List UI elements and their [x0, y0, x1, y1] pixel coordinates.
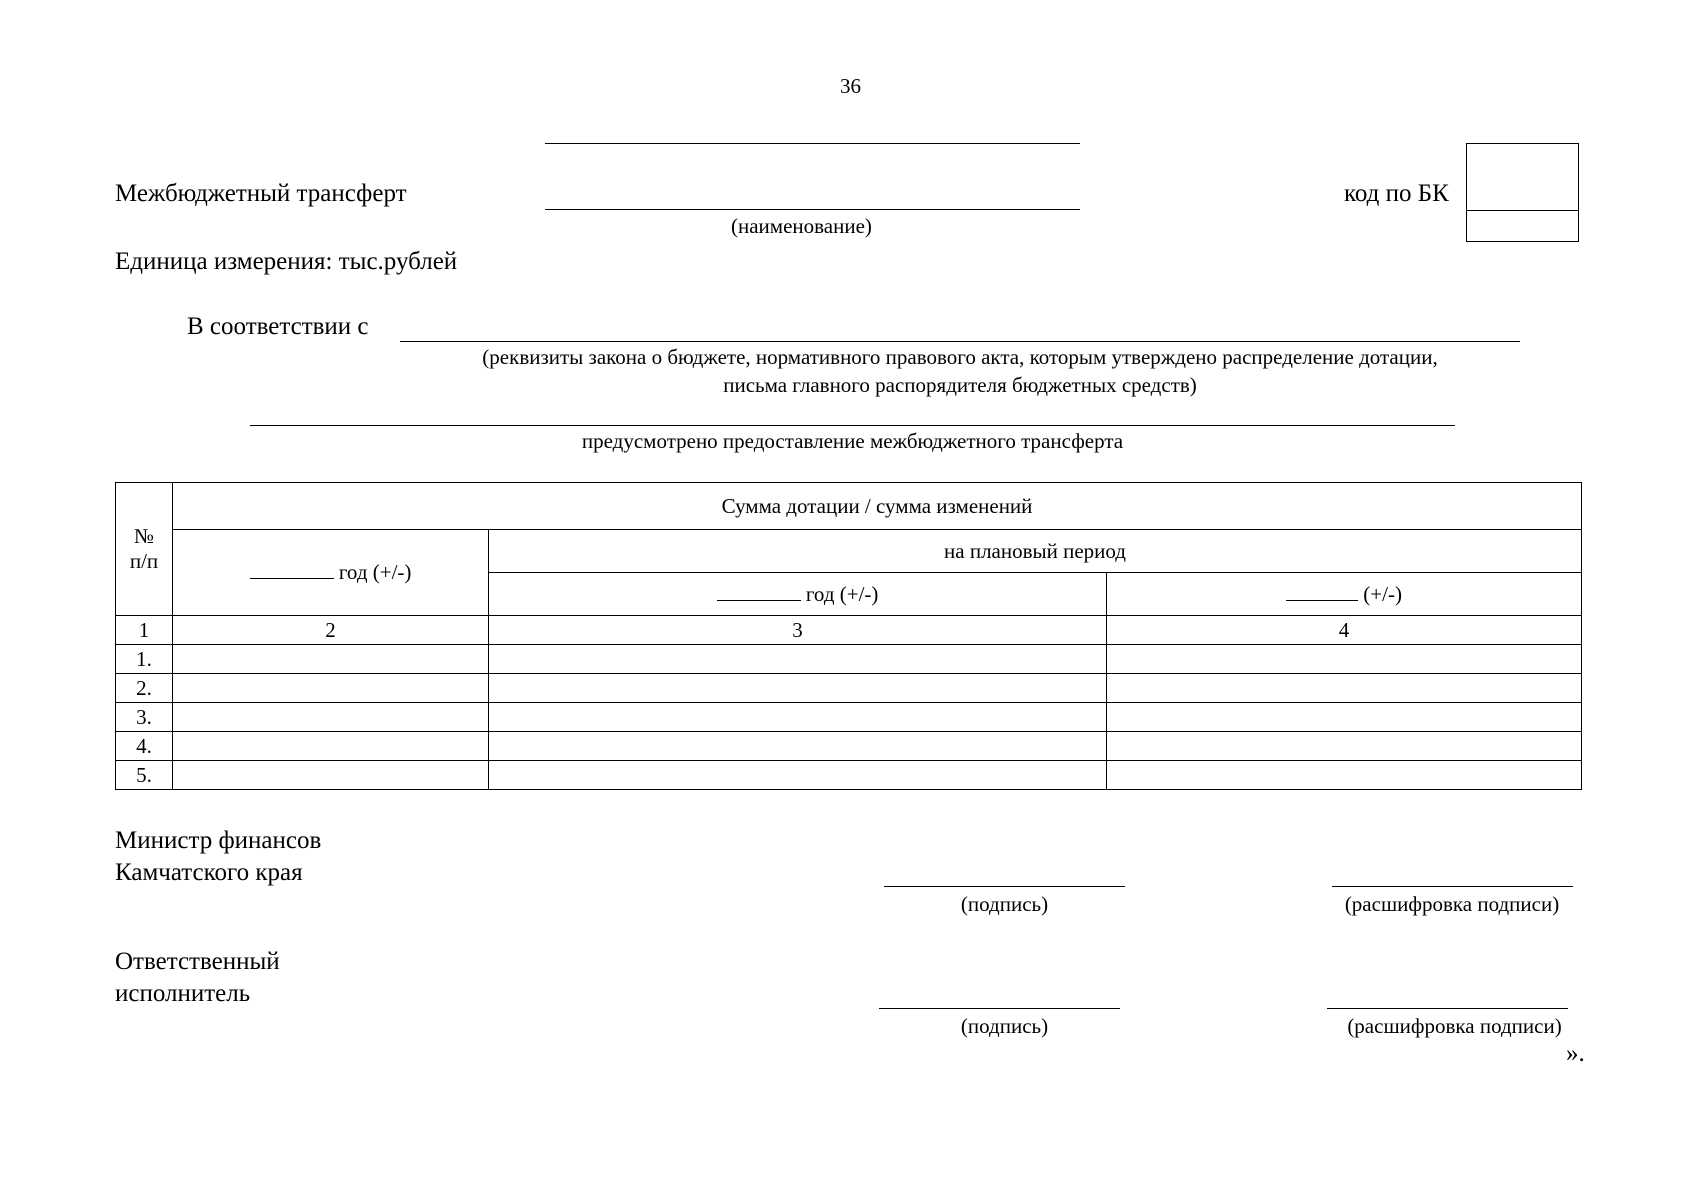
minister-signature-caption: (подпись) — [960, 892, 1049, 916]
responsible-decoding-line[interactable] — [1327, 1008, 1568, 1009]
row-cell[interactable] — [1107, 674, 1582, 703]
transfer-name-line — [545, 209, 1080, 210]
plan-last-header — [1107, 573, 1582, 616]
row-number: 1. — [116, 645, 173, 674]
column-number-2: 2 — [173, 616, 489, 645]
provision-line — [250, 425, 1455, 426]
minister-title-line2: Камчатского края — [115, 859, 303, 886]
name-caption: (наименование) — [731, 214, 872, 238]
row-cell[interactable] — [1107, 645, 1582, 674]
plan-last-header-text: (+/-) — [1363, 581, 1402, 606]
year-header — [173, 530, 489, 616]
responsible-decoding-caption: (расшифровка подписи) — [1347, 1014, 1562, 1038]
row-cell[interactable] — [173, 674, 489, 703]
row-cell[interactable] — [173, 703, 489, 732]
row-cell[interactable] — [1107, 732, 1582, 761]
transfer-label: Межбюджетный трансферт — [115, 180, 407, 207]
minister-decoding-line[interactable] — [1332, 886, 1573, 887]
page-number: 36 — [840, 74, 861, 98]
transfer-name-line-top — [545, 143, 1080, 144]
bk-code-label: код по БК — [1344, 180, 1449, 207]
minister-title-line1: Министр финансов — [115, 827, 322, 854]
row-cell[interactable] — [1107, 761, 1582, 790]
table-row — [116, 674, 1582, 703]
table-row — [116, 703, 1582, 732]
row-number: 2. — [116, 674, 173, 703]
plan-year-blank[interactable] — [717, 586, 801, 601]
transfer-table — [115, 482, 1582, 790]
row-number: 5. — [116, 761, 173, 790]
year-header-text: год (+/-) — [338, 560, 412, 584]
num-header-pp: п/п — [129, 549, 159, 573]
basis-line — [400, 341, 1520, 342]
minister-signature-line[interactable] — [884, 886, 1125, 887]
responsible-signature-line[interactable] — [879, 1008, 1120, 1009]
minister-decoding-caption: (расшифровка подписи) — [1344, 892, 1560, 916]
row-cell[interactable] — [173, 645, 489, 674]
provision-caption: предусмотрено предоставление межбюджетного трансферта — [581, 429, 1124, 453]
row-cell[interactable] — [489, 732, 1107, 761]
num-header — [116, 483, 173, 616]
row-number: 4. — [116, 732, 173, 761]
row-cell[interactable] — [489, 703, 1107, 732]
plan-year-header — [489, 573, 1107, 616]
row-cell[interactable] — [173, 761, 489, 790]
closing-quote: ». — [1566, 1040, 1585, 1067]
basis-caption-line2: письма главного распорядителя бюджетных средств) — [723, 373, 1197, 397]
plan-last-blank[interactable] — [1286, 586, 1358, 601]
table-row — [116, 732, 1582, 761]
plan-header: на плановый период — [489, 530, 1582, 573]
basis-label: В соответствии с — [187, 313, 369, 340]
row-number: 3. — [116, 703, 173, 732]
row-cell[interactable] — [173, 732, 489, 761]
responsible-title-line1: Ответственный — [115, 948, 280, 975]
row-cell[interactable] — [489, 674, 1107, 703]
basis-caption-line1: (реквизиты закона о бюджете, нормативного правового акта, которым утверждено распределение дотации, — [482, 345, 1438, 369]
row-cell[interactable] — [489, 645, 1107, 674]
bk-code-box[interactable] — [1466, 143, 1579, 242]
num-header-sign: № — [133, 524, 155, 548]
sum-header: Сумма дотации / сумма изменений — [173, 483, 1582, 530]
year-blank[interactable] — [250, 564, 334, 579]
unit-label: Единица измерения: тыс.рублей — [115, 248, 458, 275]
responsible-title-line2: исполнитель — [115, 980, 251, 1007]
plan-year-header-text: год (+/-) — [805, 581, 879, 606]
table-row — [116, 761, 1582, 790]
column-number-1: 1 — [116, 616, 173, 645]
row-cell[interactable] — [489, 761, 1107, 790]
column-number-4: 4 — [1107, 616, 1582, 645]
row-cell[interactable] — [1107, 703, 1582, 732]
column-number-3: 3 — [489, 616, 1107, 645]
responsible-signature-caption: (подпись) — [960, 1014, 1049, 1038]
table-row — [116, 645, 1582, 674]
